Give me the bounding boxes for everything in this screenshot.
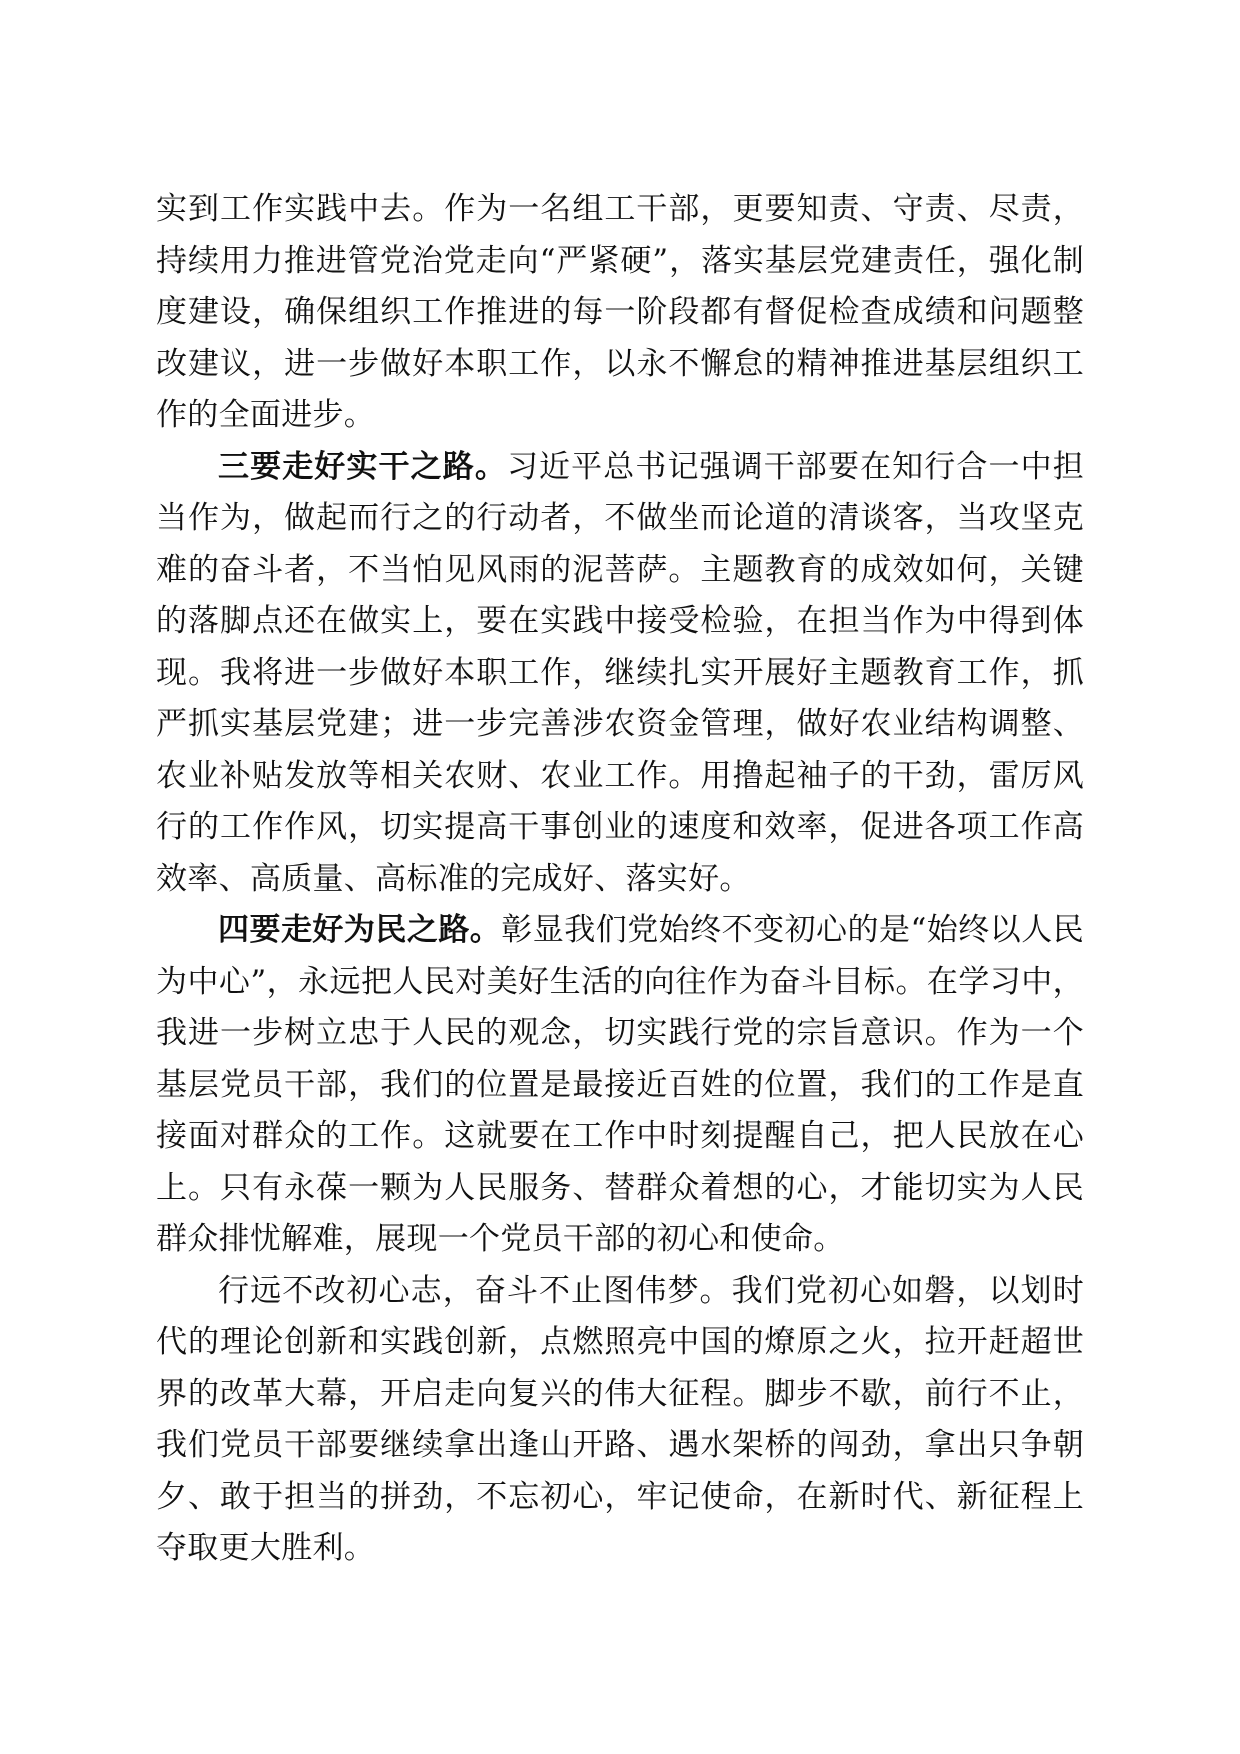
paragraph-text: 实到工作实践中去。作为一名组工干部，更要知责、守责、尽责，持续用力推进管党治党走向“严紧硬”，落实基层党建责任，强化制度建设，确保组织工作推进的每一阶段都有督促检查成绩和问题整改建议，进一步做好本职工作，以永不懈怠的精神推进基层组织工作的全面进步。 bbox=[156, 191, 1084, 433]
paragraph-text: 习近平总书记强调干部要在知行合一中担当作为，做起而行之的行动者，不做坐而论道的清谈客，当攻坚克难的奋斗者，不当怕见风雨的泥菩萨。主题教育的成效如何，关键的落脚点还在做实上，要在实践中接受检验，在担当作为中得到体现。我将进一步做好本职工作，继续扎实开展好主题教育工作，抓严抓实基层党建；进一步完善涉农资金管理，做好农业结构调整、农业补贴发放等相关农财、农业工作。用撸起袖子的干劲，雷厉风行的工作作风，切实提高干事创业的速度和效率，促进各项工作高效率、高质量、高标准的完成好、落实好。 bbox=[156, 448, 1084, 897]
paragraph-text: 行远不改初心志，奋斗不止图伟梦。我们党初心如磐，以划时代的理论创新和实践创新，点燃照亮中国的燎原之火，拉开赶超世界的改革大幕，开启走向复兴的伟大征程。脚步不歇，前行不止，我们党员干部要继续拿出逢山开路、遇水架桥的闯劲，拿出只争朝夕、敢于担当的拼劲，不忘初心，牢记使命，在新时代、新征程上夺取更大胜利。 bbox=[156, 1272, 1084, 1566]
document-body bbox=[156, 184, 1084, 1575]
paragraph-people-road bbox=[156, 905, 1084, 1266]
paragraph-lead: 三要走好实干之路。 bbox=[218, 448, 507, 485]
paragraph-practical-road bbox=[156, 442, 1084, 906]
paragraph-text: 彰显我们党始终不变初心的是“始终以人民为中心”，永远把人民对美好生活的向往作为奋斗目标。在学习中，我进一步树立忠于人民的观念，切实践行党的宗旨意识。作为一个基层党员干部，我们的位置是最接近百姓的位置，我们的工作是直接面对群众的工作。这就要在工作中时刻提醒自己，把人民放在心上。只有永葆一颗为人民服务、替群众着想的心，才能切实为人民群众排忧解难，展现一个党员干部的初心和使命。 bbox=[156, 912, 1085, 1257]
paragraph-continuation bbox=[156, 184, 1084, 442]
paragraph-conclusion bbox=[156, 1266, 1084, 1575]
paragraph-lead: 四要走好为民之路。 bbox=[218, 912, 502, 948]
